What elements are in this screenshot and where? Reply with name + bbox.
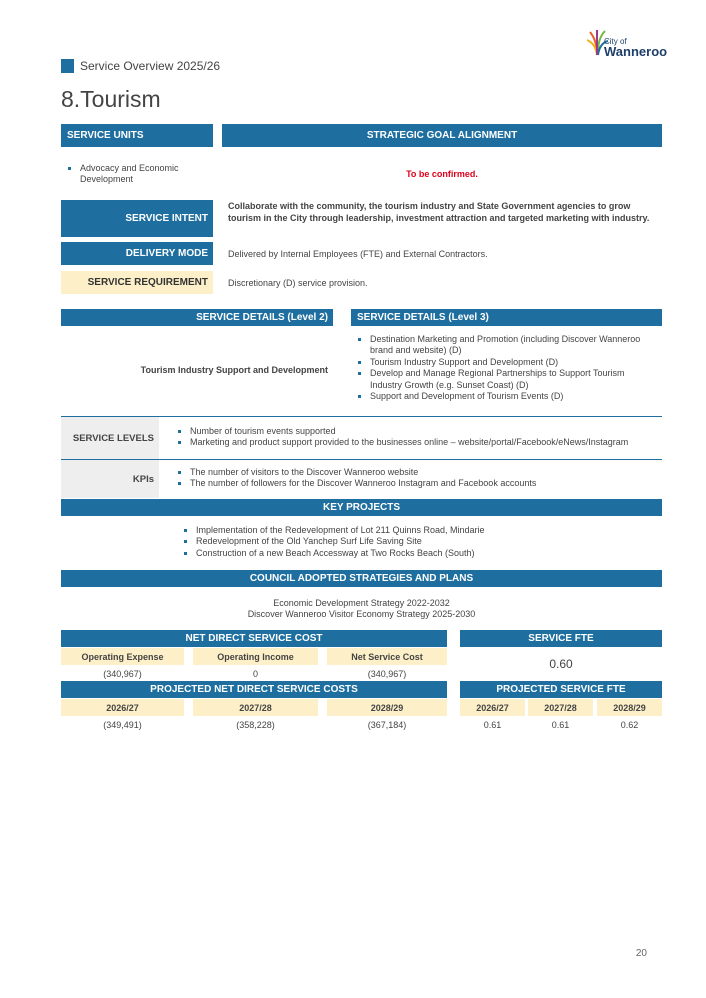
list-item: The number of followers for the Discover Wanneroo Instagram and Facebook accounts <box>176 478 660 489</box>
projected-costs-header: PROJECTED NET DIRECT SERVICE COSTS <box>61 681 447 698</box>
list-item: Redevelopment of the Old Yanchep Surf Life Saving Site <box>182 536 652 547</box>
projected-fte-col-header: 2026/27 <box>460 699 525 716</box>
key-projects-list <box>182 525 652 559</box>
net-cost-value: (340,967) <box>367 669 407 679</box>
kpis-list <box>176 467 660 490</box>
logo-text-main: Wanneroo <box>604 44 668 59</box>
service-details-l2-value: Tourism Industry Support and Development <box>140 365 328 375</box>
net-cost-header: NET DIRECT SERVICE COST <box>61 630 447 647</box>
service-requirement-label: SERVICE REQUIREMENT <box>61 271 213 294</box>
projected-fte-value: 0.62 <box>620 720 639 730</box>
logo-text-top: City of <box>604 37 627 46</box>
key-projects-header: KEY PROJECTS <box>61 499 662 516</box>
list-item: Marketing and product support provided to the businesses online – website/portal/Facebook/eNews/Instagram <box>176 437 660 448</box>
projected-fte-header: PROJECTED SERVICE FTE <box>460 681 662 698</box>
city-logo <box>587 28 677 64</box>
service-units-header: SERVICE UNITS <box>61 124 213 147</box>
list-item: The number of visitors to the Discover Wanneroo website <box>176 467 660 478</box>
projected-costs-value: (367,184) <box>367 720 407 730</box>
strategy-item: Discover Wanneroo Visitor Economy Strategy 2025-2030 <box>247 609 476 619</box>
service-fte-value: 0.60 <box>549 657 573 671</box>
projected-fte-col-header: 2027/28 <box>528 699 593 716</box>
page-subtitle: Service Overview 2025/26 <box>80 59 221 73</box>
projected-fte-value: 0.61 <box>551 720 570 730</box>
strategy-item: Economic Development Strategy 2022-2032 <box>273 598 450 608</box>
service-intent-text: Collaborate with the community, the tourism industry and State Government agencies to grow tourism in the City through leadership, investment attraction and targeted marketing with industry. <box>228 201 650 223</box>
service-units-list <box>66 163 206 186</box>
projected-costs-col-header: 2027/28 <box>193 699 318 716</box>
net-cost-col-header: Operating Income <box>193 648 318 665</box>
projected-costs-value: (358,228) <box>236 720 275 730</box>
net-cost-col-header: Operating Expense <box>61 648 184 665</box>
list-item: Develop and Manage Regional Partnerships to Support Tourism Industry Growth (e.g. Sunset Coast) (D) <box>356 368 656 391</box>
list-item: Destination Marketing and Promotion (including Discover Wanneroo brand and website) (D) <box>356 334 656 357</box>
strategies-header: COUNCIL ADOPTED STRATEGIES AND PLANS <box>61 570 662 587</box>
strategic-goal-header: STRATEGIC GOAL ALIGNMENT <box>222 124 662 147</box>
list-item: Implementation of the Redevelopment of Lot 211 Quinns Road, Mindarie <box>182 525 652 536</box>
delivery-mode-text: Delivered by Internal Employees (FTE) and External Contractors. <box>228 249 488 259</box>
service-levels-label: SERVICE LEVELS <box>61 417 159 459</box>
list-item: Construction of a new Beach Accessway at Two Rocks Beach (South) <box>182 548 652 559</box>
strategic-goal-value: To be confirmed. <box>406 169 478 179</box>
list-item: Support and Development of Tourism Events (D) <box>356 391 656 402</box>
page-number: 20 <box>635 948 647 959</box>
service-details-l3-list <box>356 334 656 402</box>
service-details-l3-header: SERVICE DETAILS (Level 3) <box>351 309 662 326</box>
net-cost-col-header: Net Service Cost <box>327 648 447 665</box>
service-requirement-text: Discretionary (D) service provision. <box>228 278 368 288</box>
service-levels-list <box>176 426 660 449</box>
page-title: 8.Tourism <box>61 86 161 112</box>
projected-costs-col-header: 2026/27 <box>61 699 184 716</box>
service-details-l2-header: SERVICE DETAILS (Level 2) <box>61 309 333 326</box>
net-cost-value: 0 <box>252 669 258 679</box>
kpis-label: KPIs <box>61 460 159 498</box>
net-cost-value: (340,967) <box>103 669 142 679</box>
list-item: Tourism Industry Support and Development (D) <box>356 357 656 368</box>
projected-costs-value: (349,491) <box>103 720 142 730</box>
service-fte-header: SERVICE FTE <box>460 630 662 647</box>
projected-fte-value: 0.61 <box>483 720 502 730</box>
projected-fte-col-header: 2028/29 <box>597 699 662 716</box>
projected-costs-col-header: 2028/29 <box>327 699 447 716</box>
section-marker <box>61 59 74 73</box>
service-intent-label: SERVICE INTENT <box>61 200 213 237</box>
list-item: Number of tourism events supported <box>176 426 660 437</box>
delivery-mode-label: DELIVERY MODE <box>61 242 213 265</box>
list-item: Advocacy and Economic Development <box>66 163 206 186</box>
